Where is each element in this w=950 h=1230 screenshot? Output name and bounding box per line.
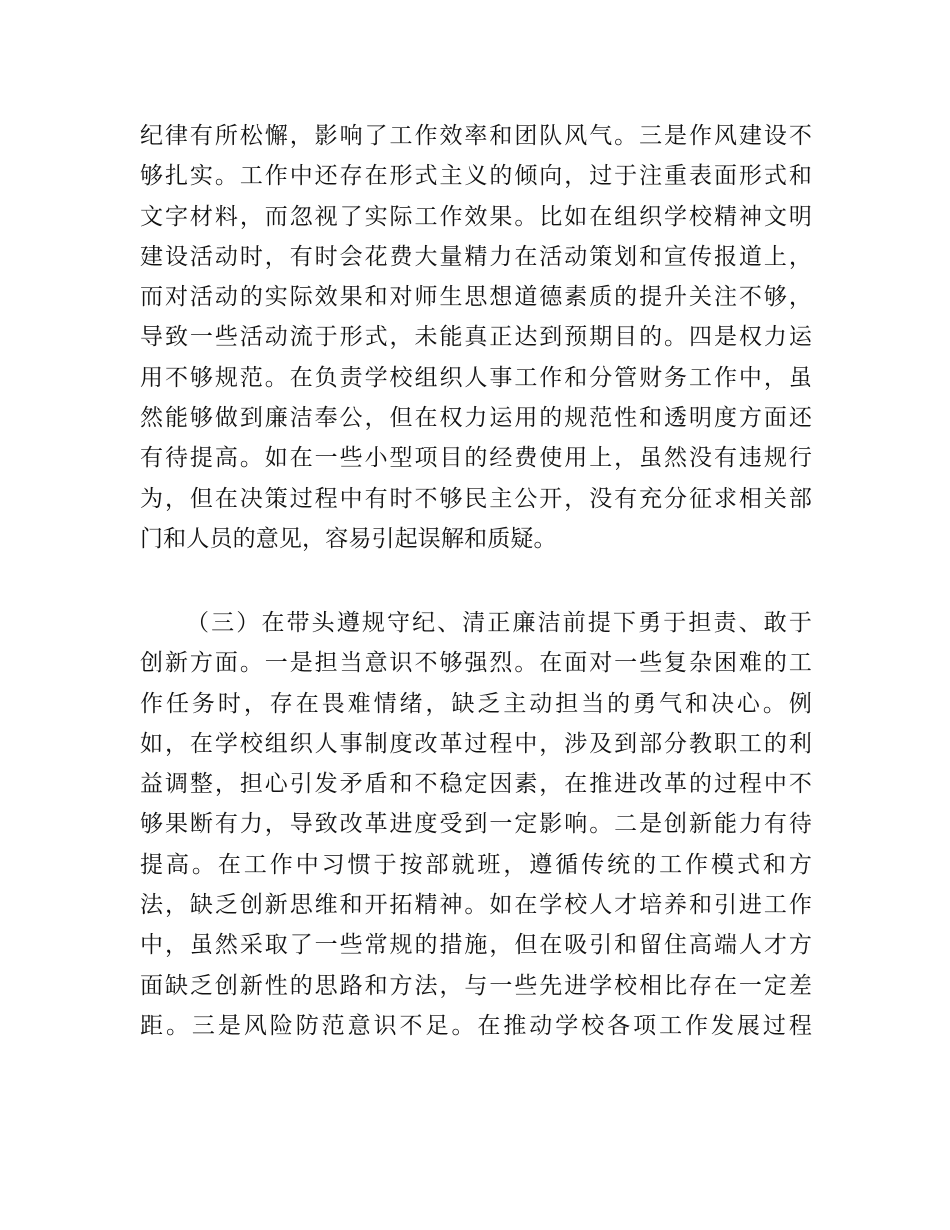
paragraph-line: 为，但在决策过程中有时不够民主公开，没有充分征求相关部 [140,485,812,512]
paragraph-line: 建设活动时，有时会花费大量精力在活动策划和宣传报道上， [140,243,812,270]
paragraph-2 [140,603,812,1046]
paragraph-line: 提高。在工作中习惯于按部就班，遵循传统的工作模式和方 [140,851,812,878]
paragraph-line: 用不够规范。在负责学校组织人事工作和分管财务工作中，虽 [140,364,812,391]
paragraph-line: 纪律有所松懈，影响了工作效率和团队风气。三是作风建设不 [140,123,812,149]
paragraph-line: 够扎实。工作中还存在形式主义的倾向，过于注重表面形式和 [140,163,812,190]
paragraph-line-indented: （三）在带头遵规守纪、清正廉洁前提下勇于担责、敢于 [186,610,812,636]
paragraph-line: 导致一些活动流于形式，未能真正达到预期目的。四是权力运 [140,324,812,351]
paragraph-line: 面缺乏创新性的思路和方法，与一些先进学校相比存在一定差 [140,972,812,999]
paragraph-1 [140,116,812,559]
paragraph-line: 而对活动的实际效果和对师生思想道德素质的提升关注不够， [140,284,812,311]
paragraph-line: 法，缺乏创新思维和开拓精神。如在学校人才培养和引进工作 [140,892,812,919]
paragraph-line: 距。三是风险防范意识不足。在推动学校各项工作发展过程 [140,1012,812,1039]
paragraph-line: 然能够做到廉洁奉公，但在权力运用的规范性和透明度方面还 [140,405,812,432]
paragraph-line: 作任务时，存在畏难情绪，缺乏主动担当的勇气和决心。例 [140,690,812,717]
paragraph-line: 文字材料，而忽视了实际工作效果。比如在组织学校精神文明 [140,203,812,230]
paragraph-line: 益调整，担心引发矛盾和不稳定因素，在推进改革的过程中不 [140,771,812,798]
paragraph-line: 创新方面。一是担当意识不够强烈。在面对一些复杂困难的工 [140,650,812,677]
paragraph-line: 够果断有力，导致改革进度受到一定影响。二是创新能力有待 [140,811,812,838]
paragraph-line-last: 门和人员的意见，容易引起误解和质疑。 [140,525,557,552]
paragraph-line: 有待提高。如在一些小型项目的经费使用上，虽然没有违规行 [140,445,812,472]
paragraph-line: 如，在学校组织人事制度改革过程中，涉及到部分教职工的利 [140,730,812,757]
paragraph-line: 中，虽然采取了一些常规的措施，但在吸引和留住高端人才方 [140,932,812,959]
